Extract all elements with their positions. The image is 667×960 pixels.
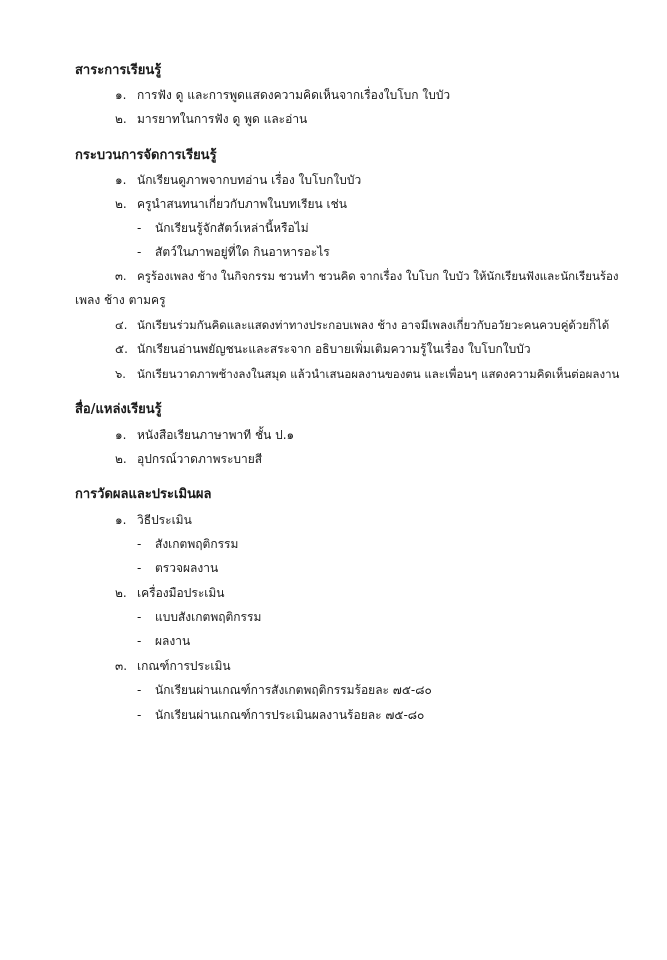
list-item — [115, 171, 361, 189]
item-number: ๒. — [115, 112, 127, 126]
bullet-dash: - — [137, 634, 142, 648]
list-item — [115, 267, 619, 285]
bullet-item — [137, 632, 190, 650]
bullet-dash: - — [137, 245, 142, 259]
item-text: วิธีประเมิน — [137, 513, 192, 527]
list-item — [115, 110, 307, 128]
bullet-dash: - — [137, 561, 142, 575]
list-item — [115, 365, 619, 383]
section-title-assessment: การวัดผลและประเมินผล — [75, 487, 212, 502]
list-item — [115, 195, 347, 213]
item-number: ๖. — [115, 367, 126, 381]
item-number: ๒. — [115, 586, 127, 600]
item-text: การฟัง ดู และการพูดแสดงความคิดเห็นจากเรื่องใบโบก ใบบัว — [137, 88, 451, 102]
section-title-learning-content: สาระการเรียนรู้ — [75, 63, 162, 78]
item-text: หนังสือเรียนภาษาพาที ชั้น ป.๑ — [137, 428, 295, 442]
item-continuation: เพลง ช้าง ตามครู — [75, 293, 166, 307]
list-item — [115, 657, 231, 675]
list-item — [115, 426, 294, 444]
item-text: แบบสังเกตพฤติกรรม — [155, 610, 262, 624]
section-title-learning-resources: สื่อ/แหล่งเรียนรู้ — [75, 402, 162, 417]
item-text: ผลงาน — [155, 634, 191, 648]
list-item — [115, 340, 531, 358]
item-text: นักเรียนผ่านเกณฑ์การสังเกตพฤติกรรมร้อยละ ๗๕-๘๐ — [155, 683, 432, 697]
item-number: ๒. — [115, 197, 127, 211]
list-item — [115, 584, 224, 602]
item-text: นักเรียนผ่านเกณฑ์การประเมินผลงานร้อยละ ๗๕-๘๐ — [155, 708, 425, 722]
bullet-dash: - — [137, 708, 142, 722]
bullet-dash: - — [137, 683, 142, 697]
bullet-item — [137, 243, 330, 261]
bullet-item — [137, 535, 238, 553]
item-text: ตรวจผลงาน — [155, 561, 219, 575]
item-text: สัตว์ในภาพอยู่ที่ใด กินอาหารอะไร — [155, 245, 330, 259]
bullet-dash: - — [137, 221, 142, 235]
bullet-dash: - — [137, 537, 142, 551]
item-text: สังเกตพฤติกรรม — [155, 537, 239, 551]
item-text: นักเรียนวาดภาพช้างลงในสมุด แล้วนำเสนอผลงานของตน และเพื่อนๆ แสดงความคิดเห็นต่อผลงาน — [137, 367, 620, 381]
item-text: ครูร้องเพลง ช้าง ในกิจกรรม ชวนทำ ชวนคิด จากเรื่อง ใบโบก ใบบัว ให้นักเรียนฟังและนักเรียนร้อง — [137, 269, 619, 283]
item-text: นักเรียนอ่านพยัญชนะและสระจาก อธิบายเพิ่มเติมความรู้ในเรื่อง ใบโบกใบบัว — [137, 342, 531, 356]
item-text: นักเรียนรู้จักสัตว์เหล่านี้หรือไม่ — [155, 221, 309, 235]
bullet-item — [137, 608, 261, 626]
item-number: ๑. — [115, 88, 127, 102]
item-text: นักเรียนร่วมกันคิดและแสดงท่าทางประกอบเพลง ช้าง อาจมีเพลงเกี่ยวกับอวัยวะคนควบคู่ด้วยก็ได้ — [137, 318, 610, 332]
item-number: ๕. — [115, 342, 128, 356]
list-item — [115, 316, 609, 334]
item-text: เกณฑ์การประเมิน — [137, 659, 231, 673]
item-number: ๔. — [115, 318, 128, 332]
list-item — [115, 450, 262, 468]
bullet-item — [137, 681, 432, 699]
item-text: เครื่องมือประเมิน — [137, 586, 225, 600]
item-text: ครูนำสนทนาเกี่ยวกับภาพในบทเรียน เช่น — [137, 197, 348, 211]
item-number: ๑. — [115, 173, 127, 187]
item-text: นักเรียนดูภาพจากบทอ่าน เรื่อง ใบโบกใบบัว — [137, 173, 362, 187]
bullet-item — [137, 559, 218, 577]
list-item — [115, 511, 192, 529]
bullet-item — [137, 219, 309, 237]
item-text: มารยาทในการฟัง ดู พูด และอ่าน — [137, 112, 308, 126]
bullet-dash: - — [137, 610, 142, 624]
item-number: ๑. — [115, 513, 127, 527]
section-title-learning-process: กระบวนการจัดการเรียนรู้ — [75, 148, 217, 163]
item-number: ๓. — [115, 659, 128, 673]
list-item — [115, 86, 450, 104]
item-text: อุปกรณ์วาดภาพระบายสี — [137, 452, 263, 466]
item-number: ๑. — [115, 428, 127, 442]
item-number: ๒. — [115, 452, 127, 466]
bullet-item — [137, 706, 424, 724]
item-number: ๓. — [115, 269, 127, 283]
